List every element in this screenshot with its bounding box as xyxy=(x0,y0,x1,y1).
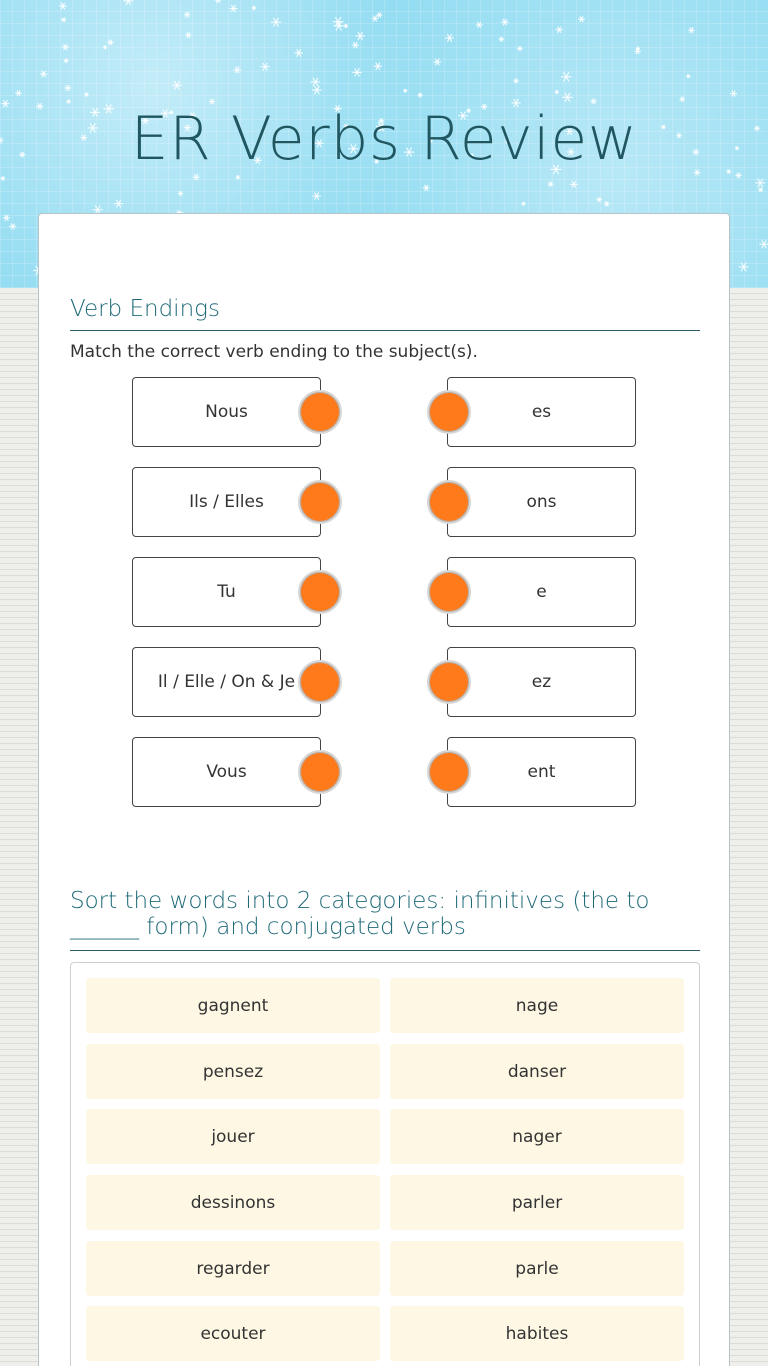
word-chip[interactable]: dessinons xyxy=(86,1175,380,1230)
match-right-label: es xyxy=(531,402,552,422)
match-right-label: e xyxy=(536,582,547,602)
snowflake-icon xyxy=(184,12,191,18)
snowflake-icon xyxy=(476,22,483,28)
snowflake-icon xyxy=(185,32,191,38)
snowflake-icon xyxy=(356,32,366,40)
word-chip[interactable]: regarder xyxy=(86,1241,380,1296)
snowflake-icon xyxy=(64,59,69,63)
match-left-item[interactable] xyxy=(132,377,321,447)
snowflake-icon xyxy=(561,72,572,81)
match-left-label: Ils / Elles xyxy=(189,492,264,512)
word-chip[interactable]: parler xyxy=(390,1175,684,1230)
page-title: ER Verbs Review xyxy=(130,104,638,174)
match-connector-dot[interactable] xyxy=(298,480,342,524)
snowflake-icon xyxy=(418,93,423,97)
snowflake-icon xyxy=(107,40,113,46)
snowflake-icon xyxy=(755,179,765,188)
section-divider xyxy=(70,950,700,951)
snowflake-icon xyxy=(759,240,768,248)
snowflake-icon xyxy=(499,37,505,42)
snowflake-icon xyxy=(445,34,454,42)
snowflake-icon xyxy=(103,46,107,49)
section-title-line: ______ form) and conjugated verbs xyxy=(70,914,466,940)
word-chip[interactable]: danser xyxy=(390,1044,684,1099)
match-left-item[interactable] xyxy=(132,557,321,627)
snowflake-icon xyxy=(501,19,509,26)
match-connector-dot[interactable] xyxy=(298,570,342,614)
snowflake-icon xyxy=(758,188,763,192)
snowflake-icon xyxy=(271,18,281,27)
match-right-label: ent xyxy=(527,762,556,782)
snowflake-icon xyxy=(517,46,522,51)
snowflake-icon xyxy=(15,90,21,96)
match-connector-dot[interactable] xyxy=(298,390,342,434)
snowflake-icon xyxy=(374,63,382,70)
match-left-label: Tu xyxy=(217,582,236,602)
snowflake-icon xyxy=(513,79,518,84)
match-right-item[interactable] xyxy=(447,377,636,447)
snowflake-icon xyxy=(61,17,66,22)
sort-words-area xyxy=(70,962,700,1366)
snowflake-icon xyxy=(40,71,47,78)
match-connector-dot[interactable] xyxy=(427,480,471,524)
snowflake-icon xyxy=(679,97,685,102)
section-title-verb-endings: Verb Endings xyxy=(70,296,220,322)
snowflake-icon xyxy=(114,200,123,208)
snowflake-icon xyxy=(596,197,601,202)
snowflake-icon xyxy=(3,215,10,221)
snowflake-icon xyxy=(123,0,133,5)
worksheet-card xyxy=(38,213,730,1366)
match-right-item[interactable] xyxy=(447,647,636,717)
snowflake-icon xyxy=(403,89,407,93)
snowflake-icon xyxy=(739,263,749,272)
section-title-line: Sort the words into 2 categories: infinitives (the to xyxy=(70,888,650,914)
word-chip[interactable]: ecouter xyxy=(86,1306,380,1361)
snowflake-icon xyxy=(229,5,237,12)
match-left-label: Nous xyxy=(205,402,248,422)
snowflake-icon xyxy=(84,93,89,97)
snowflake-icon xyxy=(260,63,269,71)
snowflake-icon xyxy=(372,16,379,22)
snowflake-icon xyxy=(172,81,182,89)
snowflake-icon xyxy=(214,0,221,3)
word-chip[interactable]: nager xyxy=(390,1109,684,1164)
snowflake-icon xyxy=(352,42,359,48)
match-connector-dot[interactable] xyxy=(427,660,471,704)
snowflake-icon xyxy=(312,192,321,199)
section-title-sort xyxy=(70,888,700,940)
snowflake-icon xyxy=(312,86,322,94)
snowflake-icon xyxy=(423,185,430,191)
snowflake-icon xyxy=(570,181,578,188)
word-chip[interactable]: habites xyxy=(390,1306,684,1361)
snowflake-icon xyxy=(311,78,320,86)
word-chip[interactable]: gagnent xyxy=(86,978,380,1033)
snowflake-icon xyxy=(9,223,16,229)
match-right-label: ons xyxy=(526,492,557,512)
snowflake-icon xyxy=(294,49,303,57)
word-chip[interactable]: jouer xyxy=(86,1109,380,1164)
snowflake-icon xyxy=(556,27,563,33)
snowflake-icon xyxy=(193,174,200,180)
snowflake-icon xyxy=(555,90,559,94)
snowflake-icon xyxy=(66,100,71,104)
snowflake-icon xyxy=(604,201,610,206)
snowflake-icon xyxy=(252,6,256,10)
match-connector-dot[interactable] xyxy=(298,750,342,794)
match-connector-dot[interactable] xyxy=(427,390,471,434)
snowflake-icon xyxy=(236,175,240,179)
word-chip[interactable]: pensez xyxy=(86,1044,380,1099)
match-left-item[interactable] xyxy=(132,647,321,717)
snowflake-icon xyxy=(730,91,737,97)
snowflake-icon xyxy=(521,202,525,206)
match-left-item[interactable] xyxy=(132,737,321,807)
snowflake-icon xyxy=(578,16,585,22)
match-right-item[interactable] xyxy=(447,467,636,537)
match-left-label: Vous xyxy=(206,762,247,782)
section-divider xyxy=(70,330,700,331)
snowflake-icon xyxy=(344,24,348,28)
snowflake-icon xyxy=(562,93,573,102)
snowflake-icon xyxy=(59,3,67,10)
match-right-item[interactable] xyxy=(447,557,636,627)
match-left-label: Il / Elle / On & Je xyxy=(157,672,296,692)
snowflake-icon xyxy=(62,44,69,50)
snowflake-icon xyxy=(178,191,183,195)
match-connector-dot[interactable] xyxy=(427,750,471,794)
snowflake-icon xyxy=(233,67,241,74)
instructions-text: Match the correct verb ending to the subject(s). xyxy=(70,342,478,362)
snowflake-icon xyxy=(548,182,554,187)
match-right-label: ez xyxy=(531,672,552,692)
word-chip[interactable]: nage xyxy=(390,978,684,1033)
snowflake-icon xyxy=(64,85,71,91)
snowflake-icon xyxy=(352,68,362,76)
match-left-item[interactable] xyxy=(132,467,321,537)
match-connector-dot[interactable] xyxy=(298,660,342,704)
match-right-item[interactable] xyxy=(447,737,636,807)
snowflake-icon xyxy=(686,74,690,78)
match-connector-dot[interactable] xyxy=(427,570,471,614)
snowflake-icon xyxy=(433,59,441,66)
snowflake-icon xyxy=(688,27,695,33)
word-chip[interactable]: parle xyxy=(390,1241,684,1296)
snowflake-icon xyxy=(1,176,6,180)
snowflake-icon xyxy=(376,12,382,17)
